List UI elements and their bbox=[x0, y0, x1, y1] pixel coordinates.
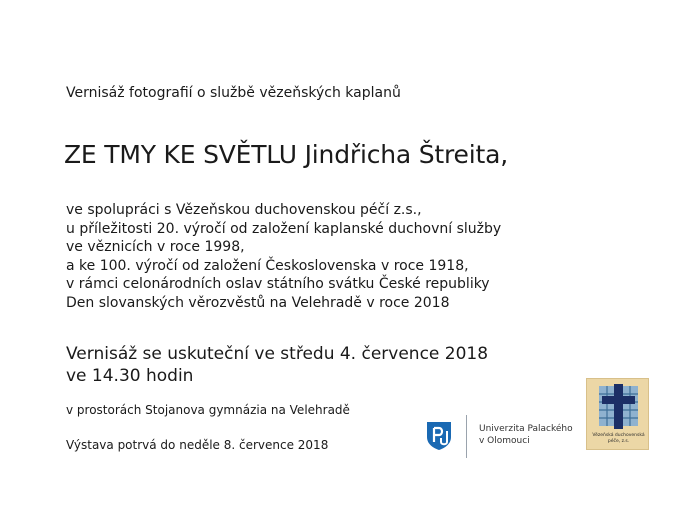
invitation-title: ZE TMY KE SVĚTLU Jindřicha Štreita, bbox=[64, 140, 508, 169]
exhibition-end-text: Výstava potrvá do neděle 8. července 2018 bbox=[66, 438, 329, 452]
university-name-line: v Olomouci bbox=[479, 436, 530, 446]
collaboration-line: v rámci celonárodních oslav státního svátku České republiky bbox=[66, 276, 490, 293]
logo-divider bbox=[466, 415, 467, 458]
collaboration-line: Den slovanských věrozvěstů na Velehradě v roce 2018 bbox=[66, 294, 450, 311]
upol-emblem-icon bbox=[426, 421, 452, 451]
collaboration-line: u příležitosti 20. výročí od založení kaplanské duchovní služby bbox=[66, 220, 502, 237]
time-line: ve 14.30 hodin bbox=[66, 366, 194, 386]
chaplaincy-caption: Vězeňská duchovenská péče, z.s. bbox=[592, 433, 645, 444]
chaplaincy-logo bbox=[586, 378, 649, 450]
collaboration-text bbox=[66, 201, 501, 313]
university-name-line: Univerzita Palackého bbox=[479, 424, 573, 434]
collaboration-line: ve věznicích v roce 1998, bbox=[66, 239, 245, 256]
venue-text: v prostorách Stojanova gymnázia na Velehradě bbox=[66, 403, 350, 417]
collaboration-line: ve spolupráci s Vězeňskou duchovenskou péčí z.s., bbox=[66, 202, 422, 218]
vernissage-date bbox=[66, 343, 488, 387]
university-name bbox=[479, 423, 573, 447]
date-line: Vernisáž se uskuteční ve středu 4. července 2018 bbox=[66, 344, 489, 364]
collaboration-line: a ke 100. výročí od založení Československa v roce 1918, bbox=[66, 257, 469, 274]
barred-window-cross-icon bbox=[587, 379, 650, 433]
invitation-subtitle: Vernisáž fotografií o službě vězeňských kaplanů bbox=[66, 85, 401, 101]
